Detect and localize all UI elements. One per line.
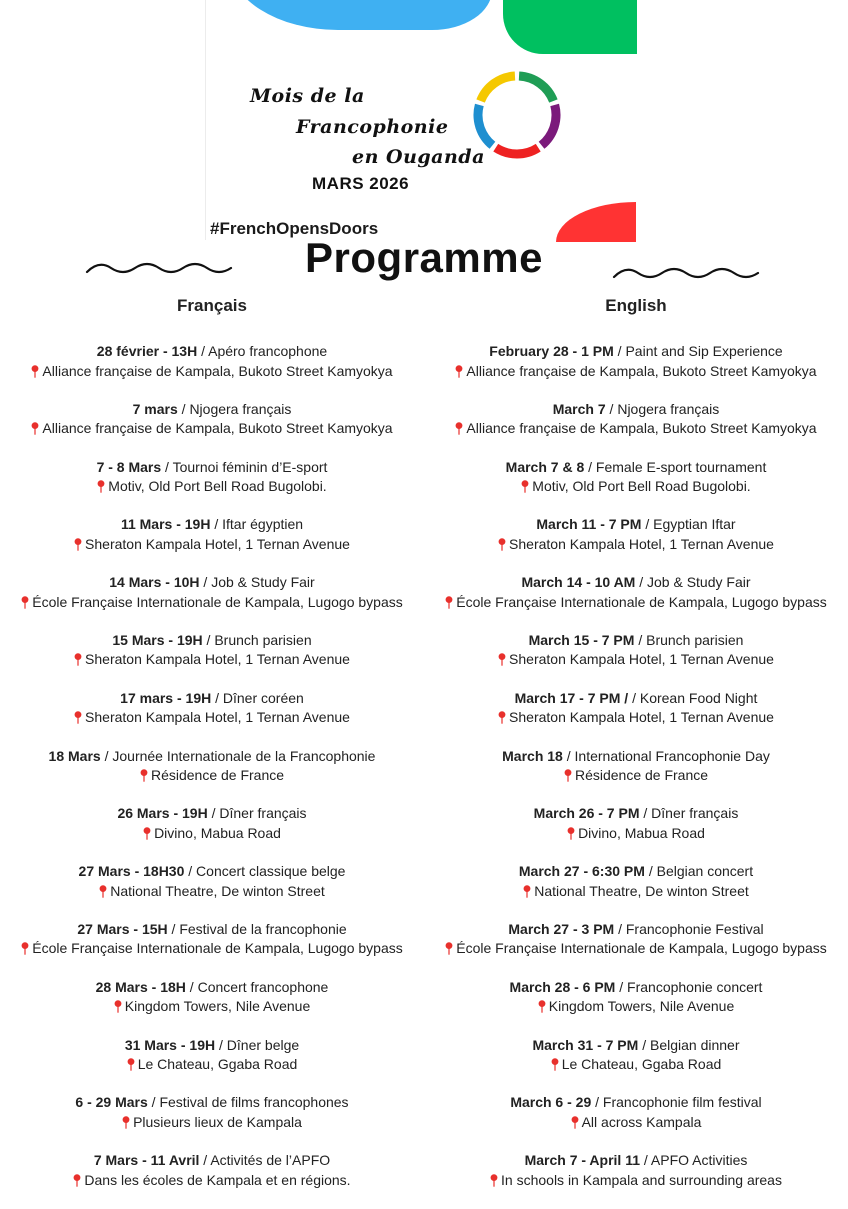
event-location-line <box>424 1171 848 1191</box>
event-location: École Française Internationale de Kampala, Lugogo bypass <box>456 593 827 610</box>
event-activity: Iftar égyptien <box>222 516 304 533</box>
brand-line-3: en Ouganda <box>352 146 485 168</box>
event-location-line <box>424 882 848 902</box>
event-activity: APFO Activities <box>650 1152 748 1169</box>
event-date: 6 - 29 Mars <box>75 1094 148 1111</box>
event-location: National Theatre, De winton Street <box>110 882 325 899</box>
location-pin-icon <box>455 422 463 435</box>
event-title-line <box>0 804 424 824</box>
event-title-line <box>424 978 848 998</box>
event-location: Kingdom Towers, Nile Avenue <box>124 998 311 1015</box>
event-title-line <box>0 1151 424 1171</box>
event-location-line <box>424 1055 848 1075</box>
event-activity: Njogera français <box>189 400 292 417</box>
location-pin-icon <box>564 769 572 782</box>
event-item <box>424 920 848 978</box>
event-separator: / <box>591 1094 603 1111</box>
event-date: 11 Mars - 19H <box>120 516 211 533</box>
event-location: Sheraton Kampala Hotel, 1 Ternan Avenue <box>509 651 774 668</box>
event-location: Divino, Mabua Road <box>154 824 281 841</box>
event-item <box>0 862 424 920</box>
event-item <box>0 920 424 978</box>
event-activity: Activités de l’APFO <box>210 1152 331 1169</box>
event-location: National Theatre, De winton Street <box>534 882 749 899</box>
event-separator: / <box>185 978 198 995</box>
event-activity: Dîner français <box>219 805 307 822</box>
event-item <box>424 573 848 631</box>
event-location-line <box>0 650 424 670</box>
event-title-line <box>424 920 848 940</box>
event-activity: Francophonie Festival <box>625 920 764 937</box>
event-location-line <box>424 477 848 497</box>
event-item <box>424 689 848 747</box>
event-item <box>424 631 848 689</box>
location-pin-icon <box>521 480 529 493</box>
location-pin-icon <box>31 365 39 378</box>
location-pin-icon <box>498 711 506 724</box>
event-location-line <box>0 362 424 382</box>
event-location: Motiv, Old Port Bell Road Bugolobi. <box>108 478 327 495</box>
event-location-line <box>424 419 848 439</box>
event-date: 27 Mars - 15H <box>77 920 168 937</box>
event-location-line <box>0 939 424 959</box>
event-activity: Dîner coréen <box>222 689 304 706</box>
location-pin-icon <box>455 365 463 378</box>
event-item <box>424 862 848 920</box>
event-item <box>0 689 424 747</box>
event-title-line <box>424 1036 848 1056</box>
event-location-line <box>0 1171 424 1191</box>
event-location: All across Kampala <box>581 1113 702 1130</box>
event-title-line <box>424 862 848 882</box>
event-date: 14 Mars - 10H <box>109 574 200 591</box>
event-item <box>0 400 424 458</box>
event-location-line <box>0 593 424 613</box>
event-item <box>424 1036 848 1094</box>
location-pin-icon <box>551 1058 559 1071</box>
event-activity: Belgian dinner <box>649 1036 740 1053</box>
event-date: March 7 - April 11 <box>524 1152 641 1169</box>
event-separator: / <box>161 458 173 475</box>
event-separator: / <box>197 343 209 359</box>
ring-arc-segment <box>481 76 515 101</box>
event-location: École Française Internationale de Kampala, Lugogo bypass <box>456 940 827 957</box>
event-activity: Tournoi féminin d’E-sport <box>172 458 328 475</box>
event-location-line <box>0 766 424 786</box>
event-activity: Festival de la francophonie <box>179 920 347 937</box>
event-title-line <box>0 515 424 535</box>
event-date: March 18 <box>502 747 563 764</box>
event-date: March 7 & 8 <box>505 458 585 475</box>
event-separator: / <box>644 863 657 880</box>
event-item <box>0 978 424 1036</box>
event-separator: / <box>615 978 628 995</box>
event-date: March 6 - 29 <box>510 1094 592 1111</box>
event-activity: Brunch parisien <box>646 631 744 648</box>
event-location: Divino, Mabua Road <box>578 824 705 841</box>
event-separator: / <box>202 631 215 648</box>
event-separator: / <box>562 747 575 764</box>
event-location-line <box>0 535 424 555</box>
event-title-line <box>424 1151 848 1171</box>
event-date: 7 mars <box>132 400 178 417</box>
event-item <box>0 515 424 573</box>
event-activity: International Francophonie Day <box>574 747 770 764</box>
event-activity: Concert classique belge <box>196 863 346 880</box>
event-date: 7 - 8 Mars <box>96 458 162 475</box>
event-date: March 27 - 6:30 PM <box>518 863 645 880</box>
event-location-line <box>424 593 848 613</box>
event-activity: Concert francophone <box>197 978 329 995</box>
location-pin-icon <box>74 538 82 551</box>
event-separator: / <box>215 1036 227 1053</box>
event-location-line <box>424 362 848 382</box>
ring-arc-segment <box>542 105 556 145</box>
event-activity: Festival de films francophones <box>159 1094 349 1111</box>
event-location: Sheraton Kampala Hotel, 1 Ternan Avenue <box>85 535 350 552</box>
event-activity: Brunch parisien <box>214 631 312 648</box>
column-heading-french: Français <box>177 296 247 315</box>
event-location: Dans les écoles de Kampala et en régions. <box>84 1171 351 1188</box>
event-date: March 31 - 7 PM <box>532 1036 639 1053</box>
event-separator: / <box>210 516 223 533</box>
event-separator: / <box>638 1036 650 1053</box>
location-pin-icon <box>21 596 29 609</box>
event-location: In schools in Kampala and surrounding areas <box>501 1171 782 1188</box>
event-title-line <box>424 515 848 535</box>
blue-blob-decoration <box>228 0 492 30</box>
event-separator: / <box>100 747 113 764</box>
event-location: Résidence de France <box>574 767 709 784</box>
francophonie-ring-logo <box>470 68 564 162</box>
brand-date: MARS 2026 <box>312 174 410 193</box>
event-title-line <box>424 400 848 420</box>
event-location-line <box>424 766 848 786</box>
event-location: Sheraton Kampala Hotel, 1 Ternan Avenue <box>509 709 774 726</box>
event-activity: Belgian concert <box>656 863 754 880</box>
location-pin-icon <box>140 769 148 782</box>
event-title-line <box>424 342 848 362</box>
green-blob-decoration <box>503 0 637 54</box>
location-pin-icon <box>114 1000 122 1013</box>
event-date: March 27 - 3 PM <box>508 920 615 937</box>
location-pin-icon <box>445 942 453 955</box>
event-location-line <box>0 1113 424 1133</box>
event-item <box>424 458 848 516</box>
brand-line-1: Mois de la <box>250 85 365 107</box>
event-activity: Apéro francophone <box>208 343 328 359</box>
location-pin-icon <box>498 538 506 551</box>
event-location-line <box>424 824 848 844</box>
event-item <box>0 747 424 805</box>
event-item <box>424 515 848 573</box>
event-title-line <box>424 458 848 478</box>
event-separator: / <box>605 400 618 417</box>
location-pin-icon <box>99 885 107 898</box>
event-activity: Journée Internationale de la Francophonie <box>112 747 376 764</box>
event-title-line <box>0 862 424 882</box>
location-pin-icon <box>498 653 506 666</box>
ring-arc-segment <box>519 76 553 101</box>
events-column-french <box>0 342 424 1209</box>
event-location: École Française Internationale de Kampala, Lugogo bypass <box>32 940 403 957</box>
event-location-line <box>0 477 424 497</box>
event-date: March 7 <box>552 400 606 417</box>
event-location-line <box>0 1055 424 1075</box>
location-pin-icon <box>31 422 39 435</box>
event-item <box>0 458 424 516</box>
event-title-line <box>424 689 848 709</box>
event-item <box>0 1036 424 1094</box>
location-pin-icon <box>143 827 151 840</box>
event-title-line <box>0 342 424 362</box>
event-location-line <box>0 997 424 1017</box>
location-pin-icon <box>73 1174 81 1187</box>
event-location: Alliance française de Kampala, Bukoto Street Kamyokya <box>466 420 817 437</box>
event-separator: / <box>635 574 648 591</box>
event-location-line <box>424 708 848 728</box>
event-location: Sheraton Kampala Hotel, 1 Ternan Avenue <box>85 651 350 668</box>
event-location: Alliance française de Kampala, Bukoto Street Kamyokya <box>42 362 393 379</box>
events-column-english <box>424 342 848 1209</box>
event-separator: / <box>184 863 197 880</box>
event-separator: / <box>614 920 626 937</box>
event-location: Le Chateau, Ggaba Road <box>561 1056 722 1073</box>
event-date: March 17 - 7 PM / <box>514 689 629 706</box>
event-location: Résidence de France <box>150 767 285 784</box>
event-separator: / <box>207 805 220 822</box>
event-location: Alliance française de Kampala, Bukoto Street Kamyokya <box>466 362 817 379</box>
event-activity: Paint and Sip Experience <box>625 343 783 359</box>
event-date: 15 Mars - 19H <box>112 631 203 648</box>
event-separator: / <box>147 1094 160 1111</box>
location-pin-icon <box>127 1058 135 1071</box>
event-date: March 14 - 10 AM <box>521 574 636 591</box>
event-location-line <box>424 939 848 959</box>
event-title-line <box>424 631 848 651</box>
event-item <box>0 631 424 689</box>
location-pin-icon <box>74 711 82 724</box>
event-activity: Job & Study Fair <box>211 574 315 591</box>
event-location: Sheraton Kampala Hotel, 1 Ternan Avenue <box>85 709 350 726</box>
ring-arc-segment <box>496 148 538 154</box>
event-item <box>424 400 848 458</box>
event-title-line <box>424 804 848 824</box>
event-date: February 28 - 1 PM <box>489 343 614 359</box>
event-date: 17 mars - 19H <box>120 689 212 706</box>
event-location: Plusieurs lieux de Kampala <box>133 1113 302 1130</box>
event-title-line <box>0 631 424 651</box>
event-date: 28 Mars - 18H <box>95 978 186 995</box>
event-separator: / <box>211 689 223 706</box>
event-title-line <box>424 747 848 767</box>
location-pin-icon <box>97 480 105 493</box>
brand-line-2: Francophonie <box>296 116 449 138</box>
event-separator: / <box>640 1152 651 1169</box>
event-separator: / <box>177 400 190 417</box>
event-separator: / <box>641 516 654 533</box>
event-item <box>0 342 424 400</box>
event-location: École Française Internationale de Kampala, Lugogo bypass <box>32 593 403 610</box>
event-location-line <box>424 1113 848 1133</box>
event-date: 7 Mars - 11 Avril <box>93 1152 200 1169</box>
event-location-line <box>0 419 424 439</box>
event-location: Le Chateau, Ggaba Road <box>137 1056 298 1073</box>
event-activity: Dîner belge <box>226 1036 300 1053</box>
event-date: 26 Mars - 19H <box>117 805 208 822</box>
event-item <box>0 804 424 862</box>
event-date: 18 Mars <box>48 747 101 764</box>
hashtag: #FrenchOpensDoors <box>210 219 379 238</box>
event-location-line <box>424 997 848 1017</box>
event-location-line <box>424 650 848 670</box>
event-location-line <box>424 535 848 555</box>
event-activity: Egyptian Iftar <box>653 516 736 533</box>
event-title-line <box>0 689 424 709</box>
event-separator: / <box>199 574 212 591</box>
event-item <box>424 804 848 862</box>
wave-decoration-right <box>612 263 762 283</box>
event-date: 28 février - 13H <box>96 343 198 359</box>
event-date: 31 Mars - 19H <box>124 1036 216 1053</box>
column-heading-english: English <box>605 296 667 315</box>
event-location-line <box>0 708 424 728</box>
event-item <box>0 573 424 631</box>
event-title-line <box>0 747 424 767</box>
event-title-line <box>0 1093 424 1113</box>
event-separator: / <box>613 343 626 359</box>
event-separator: / <box>634 631 647 648</box>
event-location-line <box>0 824 424 844</box>
event-item <box>0 1151 424 1209</box>
event-separator: / <box>199 1152 211 1169</box>
event-location-line <box>0 882 424 902</box>
location-pin-icon <box>74 653 82 666</box>
event-date: March 11 - 7 PM <box>536 516 642 533</box>
event-item <box>424 747 848 805</box>
location-pin-icon <box>122 1116 130 1129</box>
event-separator: / <box>167 920 180 937</box>
event-title-line <box>424 573 848 593</box>
event-activity: Job & Study Fair <box>647 574 751 591</box>
event-separator: / <box>639 805 652 822</box>
event-location: Kingdom Towers, Nile Avenue <box>548 998 735 1015</box>
location-pin-icon <box>523 885 531 898</box>
event-separator: / <box>628 689 640 706</box>
event-activity: Female E-sport tournament <box>595 458 767 475</box>
event-date: March 15 - 7 PM <box>528 631 635 648</box>
ring-arc-segment <box>478 105 492 145</box>
event-activity: Njogera français <box>617 400 720 417</box>
event-item <box>424 978 848 1036</box>
event-title-line <box>0 978 424 998</box>
location-pin-icon <box>21 942 29 955</box>
event-activity: Dîner français <box>651 805 739 822</box>
event-title-line <box>0 400 424 420</box>
location-pin-icon <box>445 596 453 609</box>
location-pin-icon <box>490 1174 498 1187</box>
event-title-line <box>424 1093 848 1113</box>
event-activity: Francophonie film festival <box>602 1094 762 1111</box>
location-pin-icon <box>538 1000 546 1013</box>
event-location: Motiv, Old Port Bell Road Bugolobi. <box>532 478 751 495</box>
event-location: Alliance française de Kampala, Bukoto Street Kamyokya <box>42 420 393 437</box>
event-separator: / <box>584 458 596 475</box>
location-pin-icon <box>567 827 575 840</box>
wave-decoration-left <box>85 258 235 278</box>
event-date: 27 Mars - 18H30 <box>78 863 185 880</box>
event-activity: Korean Food Night <box>639 689 758 706</box>
event-date: March 26 - 7 PM <box>533 805 640 822</box>
event-title-line <box>0 1036 424 1056</box>
event-title-line <box>0 458 424 478</box>
event-title-line <box>0 573 424 593</box>
event-activity: Francophonie concert <box>627 978 763 995</box>
event-title-line <box>0 920 424 940</box>
event-location: Sheraton Kampala Hotel, 1 Ternan Avenue <box>509 535 774 552</box>
event-date: March 28 - 6 PM <box>509 978 616 995</box>
event-item <box>0 1093 424 1151</box>
event-item <box>424 342 848 400</box>
page-title: Programme <box>305 234 543 281</box>
event-item <box>424 1093 848 1151</box>
event-item <box>424 1151 848 1209</box>
location-pin-icon <box>571 1116 579 1129</box>
panel-divider <box>205 0 206 240</box>
